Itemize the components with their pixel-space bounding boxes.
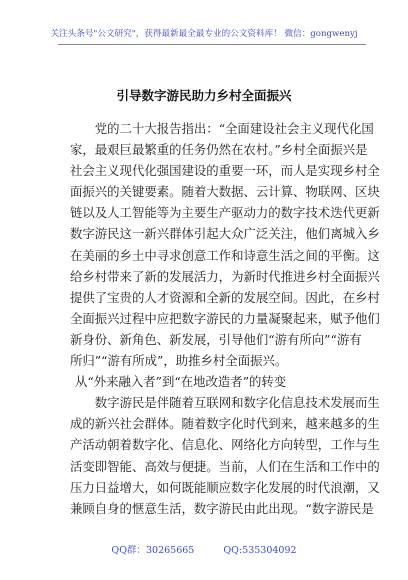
section-heading: 从“外来融入者”到“在地改造者”的转变 [75, 374, 287, 390]
paragraph-line: 社会主义现代化强国建设的重要一环，而人是实现乡村全 [70, 163, 380, 179]
paragraph-line: 面振兴的关键要素。随着大数据、云计算、物联网、区块 [70, 184, 380, 200]
header-divider [58, 44, 366, 45]
paragraph-line: 党的二十大报告指出：“全面建设社会主义现代化国 [94, 121, 374, 136]
paragraph-2 [70, 392, 380, 519]
paragraph-line: 压力日益增大，如何既能顺应数字化发展的时代浪潮，又 [70, 479, 380, 495]
paragraph-line: 成的新兴社会群体。随着数字化时代到来，越来越多的生 [70, 416, 380, 432]
paragraph-line: 数字游民是伴随着互联网和数字化信息技术发展而生 [94, 395, 380, 411]
paragraph-line: 全面振兴过程中应把数字游民的力量凝聚起来，赋予他们 [70, 310, 380, 326]
paragraph-line: 活变即智能、高效与便捷。当前，人们在生活和工作中的 [70, 458, 380, 474]
document-body [70, 118, 380, 519]
paragraph-1 [70, 118, 380, 371]
footer-contacts [0, 542, 408, 556]
footer-qq: QQ:535304092 [223, 545, 297, 556]
paragraph-line: 数字游民这一新兴群体引起大众广泛关注，他们离城入乡 [70, 226, 380, 242]
footer-qq-group: QQ群：30265665 [111, 545, 195, 556]
document-title: 引导数字游民助力乡村全面振兴 [116, 88, 292, 103]
header-note: 关注头条号"公文研究"，获得最新最全最专业的公文资料库！ 微信：gongwenyj [50, 29, 358, 39]
paragraph-line: 兼顾自身的惬意生活，数字游民由此出现。“数字游民是 [70, 500, 374, 516]
paragraph-line: 家，最艰巨最繁重的任务仍然在农村。”乡村全面振兴是 [70, 142, 368, 158]
paragraph-line: 产活动朝着数字化、信息化、网络化方向转型，工作与生 [70, 437, 380, 453]
paragraph-line: 链以及人工智能等为主要生产驱动力的数字技术迭代更新 [70, 205, 380, 221]
paragraph-line: 新身份、新角色、新发展，引导他们“游有所向”“游有 [70, 331, 362, 347]
paragraph-line: 给乡村带来了新的发展活力，为新时代推进乡村全面振兴 [70, 268, 380, 284]
paragraph-line: 在美丽的乡土中寻求创意工作和诗意生活之间的平衡。这 [70, 247, 380, 263]
paragraph-line: 所归”“游有所成”，助推乡村全面振兴。 [70, 353, 288, 369]
paragraph-line: 提供了宝贵的人才资源和全新的发展空间。因此，在乡村 [70, 289, 380, 305]
